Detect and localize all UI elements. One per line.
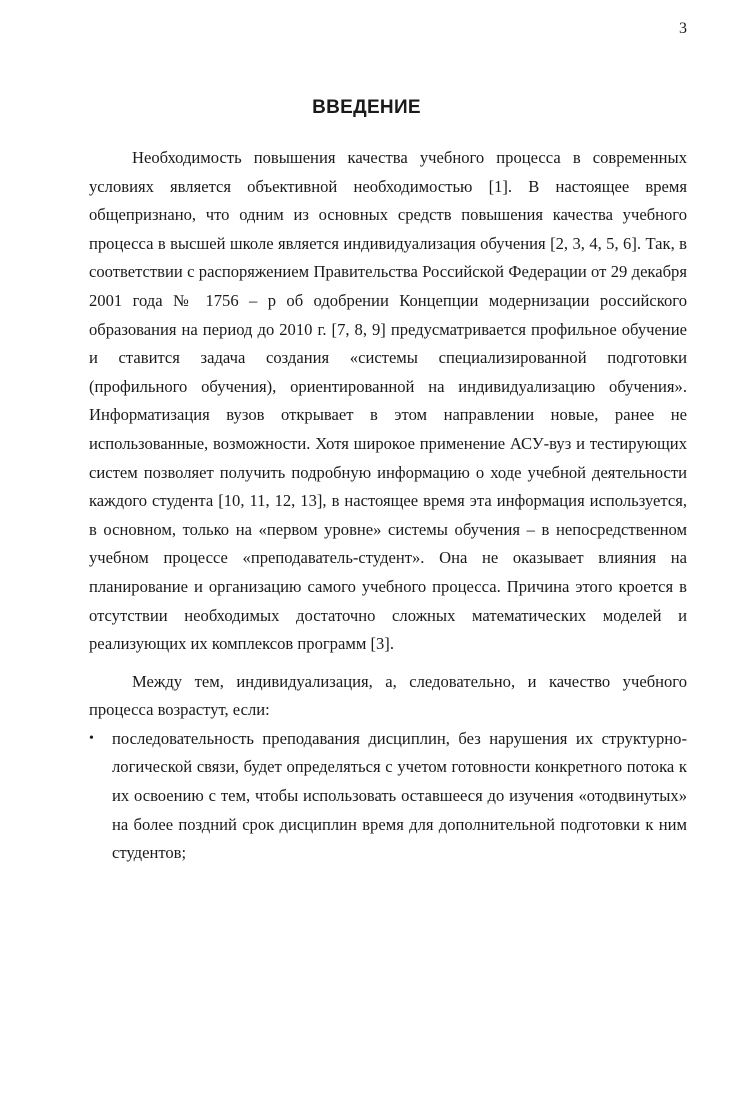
conditions-list (89, 725, 687, 868)
body-text (89, 144, 687, 868)
bullet-icon: • (89, 730, 94, 746)
page-number: 3 (679, 20, 687, 37)
list-item-text: последовательность преподавания дисциплин, без нарушения их структурно-логической связи, будет определяться с учетом готовности конкретного потока к их освоению с тем, чтобы использовать оставшееся до изучения «отодвинутых» на более поздний срок дисциплин время для дополнительной подготовки к ним студентов; (112, 728, 687, 863)
section-heading: ВВЕДЕНИЕ (312, 97, 421, 118)
list-item (89, 725, 687, 868)
paragraph-intro: Необходимость повышения качества учебного процесса в современных условиях является объективной необходимостью [1]. В настоящее время общепризнано, что одним из основных средств повышения качества учебного процесса в высшей школе является индивидуализация обучения [2, 3, 4, 5, 6]. Так, в соответствии с распоряжением Правительства Российской Федерации от 29 декабря 2001 года № 1756 – р об одобрении Концепции модернизации российского образования на период до 2010 г. [7, 8, 9] предусматривается профильное обучение и ставится задача создания «системы специализированной подготовки (профильного обучения), ориентированной на индивидуализацию обучения». Информатизация вузов открывает в этом направлении новые, ранее не использованные, возможности. Хотя широкое применение АСУ-вуз и тестирующих систем позволяет получить подробную информацию о ходе учебной деятельности каждого студента [10, 11, 12, 13], в настоящее время эта информация используется, в основном, только на «первом уровне» системы обучения – в непосредственном учебном процессе «преподаватель-студент». Она не оказывает влияния на планирование и организацию самого учебного процесса. Причина этого кроется в отсутствии необходимых достаточно сложных математических моделей и реализующих их комплексов программ [3]. (89, 148, 687, 654)
paragraph-conditions: Между тем, индивидуализация, а, следовательно, и качество учебного процесса возрастут, если: (89, 671, 687, 720)
